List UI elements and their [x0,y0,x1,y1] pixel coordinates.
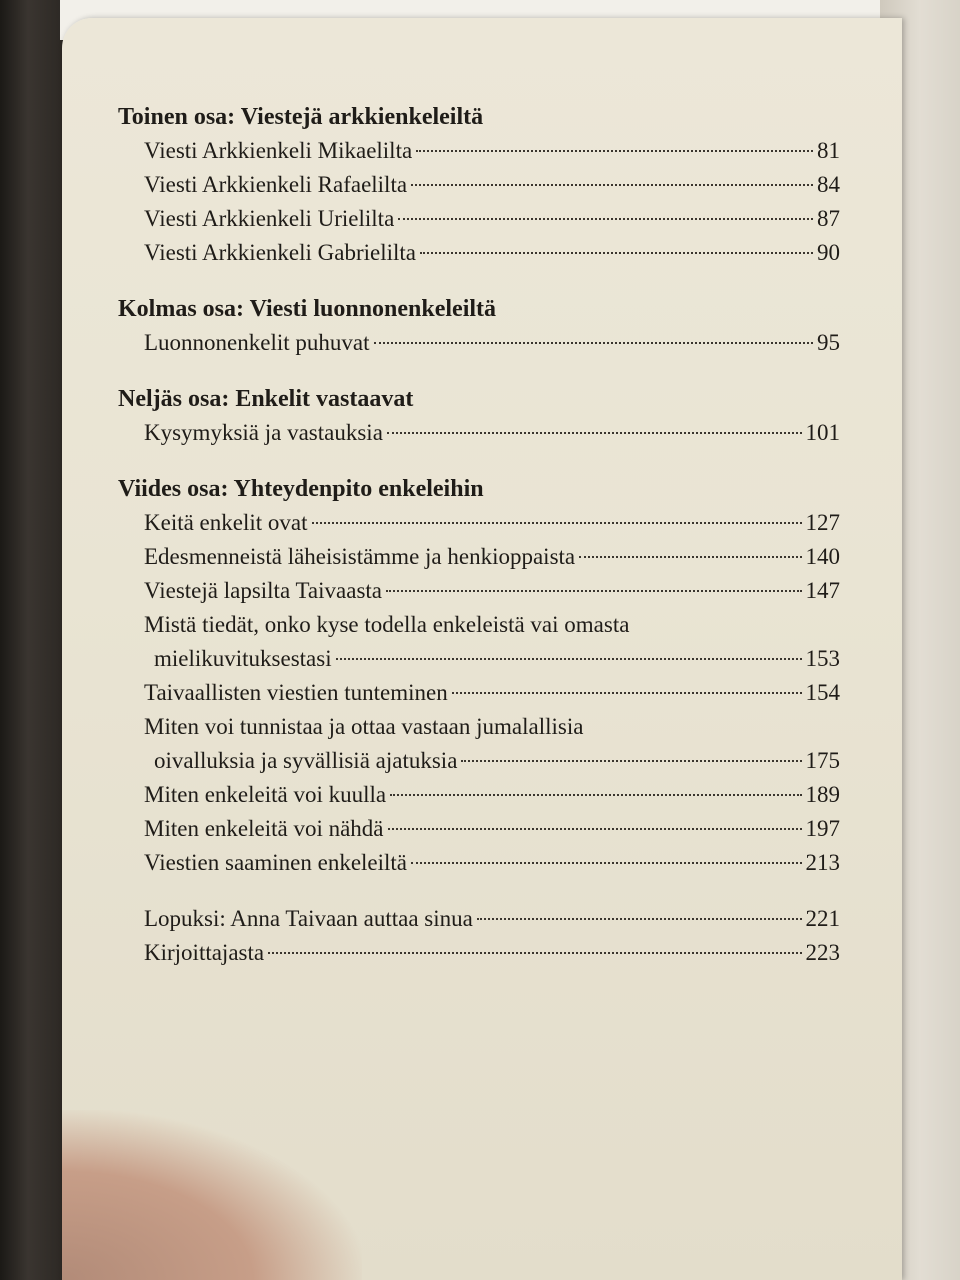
leader-dots [386,590,802,592]
thumb [62,1110,362,1280]
toc-entry [118,416,840,450]
leader-dots [452,692,802,694]
entry-label: Keitä enkelit ovat [144,510,308,535]
page-number: 197 [805,816,840,841]
toc-entry [118,326,840,360]
leader-dots [390,794,801,796]
entry-label-line2-row [144,744,840,778]
page-number: 95 [817,330,840,355]
leader-dots [461,760,801,762]
toc-entry [118,236,840,270]
entry-label-line1: Mistä tiedät, onko kyse todella enkeleistä vai omasta [144,612,630,637]
leader-dots [387,432,802,434]
toc-section [118,472,840,880]
toc-section [118,382,840,450]
page-number: 147 [805,578,840,603]
page-number: 127 [805,510,840,535]
toc-entry [118,506,840,540]
leader-dots [336,658,802,660]
toc-section [118,292,840,360]
page-number: 223 [805,940,840,965]
leader-dots [374,342,814,344]
entry-label: Edesmenneistä läheisistämme ja henkioppaista [144,544,576,569]
leader-dots [268,952,801,954]
entry-label-line2: oivalluksia ja syvällisiä ajatuksia [154,748,458,773]
entry-label: Kysymyksiä ja vastauksia [144,420,383,445]
table-of-contents [118,100,840,970]
toc-closing [118,902,840,970]
page-number: 213 [805,850,840,875]
page-number: 189 [805,782,840,807]
toc-entry [118,778,840,812]
leader-dots [477,918,802,920]
page-number: 140 [805,544,840,569]
entry-label: Viestejä lapsilta Taivaasta [144,578,382,603]
leader-dots [312,522,802,524]
entry-label: Viesti Arkkienkeli Rafaelilta [144,172,408,197]
entry-label: Viesti Arkkienkeli Mikaelilta [144,138,413,163]
toc-entry [118,710,840,778]
page-number: 153 [805,646,840,671]
page-number: 90 [817,240,840,265]
entry-label: Kirjoittajasta [144,940,265,965]
entry-label: Viestien saaminen enkeleiltä [144,850,408,875]
toc-entry [118,168,840,202]
entry-label-line1: Miten voi tunnistaa ja ottaa vastaan jumalallisia [144,714,584,739]
leader-dots [420,252,813,254]
toc-entry [118,540,840,574]
toc-entry [118,676,840,710]
section-title: Neljäs osa: Enkelit vastaavat [118,386,414,412]
section-title: Viides osa: Yhteydenpito enkeleihin [118,476,484,502]
entry-label: Miten enkeleitä voi nähdä [144,816,384,841]
page-number: 221 [805,906,840,931]
leader-dots [388,828,802,830]
toc-section [118,100,840,270]
toc-entry [118,936,840,970]
section-title: Kolmas osa: Viesti luonnonenkeleiltä [118,296,497,322]
entry-label: Lopuksi: Anna Taivaan auttaa sinua [144,906,473,931]
leader-dots [579,556,801,558]
leader-dots [411,184,813,186]
entry-label: Luonnonenkelit puhuvat [144,330,370,355]
entry-label: Taivaallisten viestien tunteminen [144,680,448,705]
leader-dots [411,862,801,864]
toc-entry [118,812,840,846]
page-number: 81 [817,138,840,163]
toc-entry [118,134,840,168]
toc-entry [118,608,840,676]
toc-entry [118,574,840,608]
leader-dots [398,218,813,220]
entry-label-line2-row [144,642,840,676]
entry-label: Miten enkeleitä voi kuulla [144,782,387,807]
entry-label-line2: mielikuvituksestasi [154,646,332,671]
toc-entry [118,202,840,236]
toc-entry [118,846,840,880]
page-number: 84 [817,172,840,197]
toc-entry [118,902,840,936]
entry-label: Viesti Arkkienkeli Gabrielilta [144,240,416,265]
page-number: 154 [805,680,840,705]
page-number: 101 [805,420,840,445]
leader-dots [416,150,813,152]
page-number: 175 [805,748,840,773]
page-number: 87 [817,206,840,231]
entry-label: Viesti Arkkienkeli Urielilta [144,206,395,231]
background-fabric [0,0,70,1280]
section-title: Toinen osa: Viestejä arkkienkeleiltä [118,104,484,130]
